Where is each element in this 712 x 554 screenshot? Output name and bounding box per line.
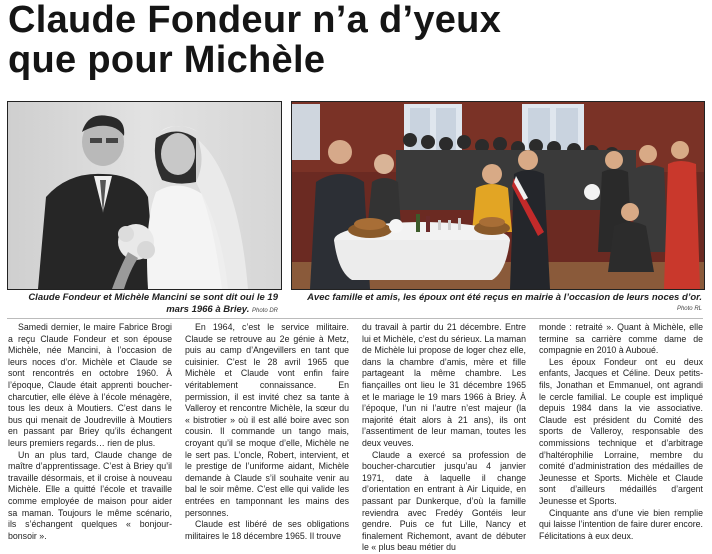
article-column-1 (8, 322, 172, 541)
paragraph: En 1964, c’est le service militaire. Claude se retrouve au 2e génie à Metz, puis au camp d’Angevillers en tant que cuisinier. C’est le 28 avril 1965 que Michèle et Claude vont enfin faire véritablement connaissance. En permission, il est invité chez sa tante à Valleroy et rencontre Michèle, la sœur du « bistrotier » où il est allé boire avec son cousin. Il commande un tango mais, croyant qu’il se moque d’elle, Michèle ne le sert pas. L’oncle, Robert, intervient, et le prestige de l’uniforme aidant, Michèle demande à Claude s’il souhaite venir au bal le soir même. C’est elle qui valide les entrées en tamponnant les mains des personnes. (185, 322, 349, 518)
family-group-photo-image (292, 102, 704, 289)
family-caption-text: Avec famille et amis, les époux ont été reçus en mairie à l’occasion de leurs noces d’or. (307, 292, 702, 303)
paragraph: Un an plus tard, Claude change de maître d’apprentissage. C’est à Briey qu’il travaille désormais, et il croise à nouveau Michèle. Elle a quitté l’école et travaille comme employée de maison pour aider sa maman. Toujours le même scénario, ils s’échangent quelques « bonjour-bonsoir ». (8, 449, 172, 541)
paragraph: Cinquante ans d’une vie bien remplie qui laisse l’intention de faire durer encore. Félicitations à eux deux. (539, 507, 703, 541)
family-photo-caption (300, 292, 702, 304)
paragraph: monde : retraité ». Quant à Michèle, elle termine sa carrière comme dame de compagnie en 2010 à Auboué. (539, 322, 703, 356)
paragraph: du travail à partir du 21 décembre. Entre lui et Michèle, c’est du sérieux. La maman de Michèle lui propose de loger chez elle, dans la chambre d’amis, mère et fille partageant la même chambre. Les fiançailles ont lieu le 31 décembre 1965 et le mariage le 19 mars 1966 à Briey. À l’époque, l’un ni l’autre n’est majeur (la majorité était alors à 21 ans), ils ont l’assentiment de leur maman, toutes les deux veuves. (362, 322, 526, 448)
headline-line-1: Claude Fondeur n’a d’yeux (8, 0, 502, 41)
paragraph: Claude a exercé sa profession de boucher-charcutier jusqu’au 4 janvier 1971, date à laquelle il change d’orientation en entrant à Air Liquide, en passant par Dunkerque, d’où la famille reviendra avec Fredéy Gontéis leur gendre. Puis ce fut Lille, Nancy et finalement Richemont, avant de débuter le « plus beau métier du (362, 449, 526, 553)
wedding-photo-image (8, 102, 281, 289)
family-group-photo (291, 101, 705, 290)
paragraph: Les époux Fondeur ont eu deux enfants, Jacques et Céline. Deux petits-fils, Jonathan et Emmanuel, ont agrandi le cercle familial. Le couple est impliqué depuis 1984 dans la vie associative. Claude est président du Comité des sports de Valleroy, responsable des commissions technique et d’arbitrage d’haltérophilie Lorraine, membre du comité d’administration des médailles de Jeunesse et Sports. Michèle et Claude sont d’ailleurs médaillés d’argent Jeunesse et Sports. (539, 356, 703, 506)
caption-divider (7, 318, 703, 319)
wedding-caption-text: Claude Fondeur et Michèle Mancini se sont dit oui le 19 mars 1966 à Briey. (28, 292, 278, 315)
article-column-4 (539, 322, 703, 541)
family-photo-credit: Photo RL (676, 306, 702, 312)
headline-line-2: que pour Michèle (8, 39, 326, 81)
article-column-2 (185, 322, 349, 541)
paragraph: Samedi dernier, le maire Fabrice Brogi a reçu Claude Fondeur et son épouse Michèle, née Mancini, à l’occasion de leurs noces d’or. Michèle et Claude se sont rencontrés en octobre 1960. À l’époque, Claude était apprenti boucher-charcutier, elle élève à l’école ménagère, tous les deux à Moutiers. C’est dans le bus qui menait de Joudreville à Moutiers en passant par Briey qu’ils échangent leurs premiers regards… rien de plus. (8, 322, 172, 448)
wedding-photo-credit: Photo DR (251, 308, 278, 314)
paragraph: Claude est libéré de ses obligations militaires le 18 décembre 1965. Il trouve (185, 519, 349, 541)
article-column-3 (362, 322, 526, 553)
headline (8, 0, 708, 80)
wedding-photo (7, 101, 282, 290)
wedding-photo-caption (12, 292, 278, 317)
